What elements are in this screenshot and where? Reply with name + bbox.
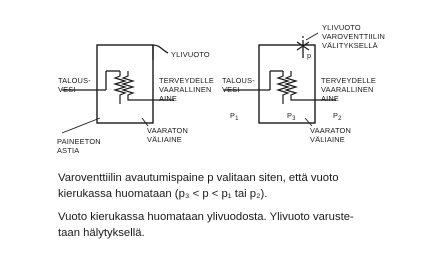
right-water-label-2: VESI xyxy=(222,85,240,94)
right-hazard-coil xyxy=(286,71,315,100)
left-hazard-coil xyxy=(123,71,153,100)
caption-2-line-1: Vuoto kierukassa huomataan ylivuodosta. Ylivuoto varuste- xyxy=(58,211,354,223)
left-hazard-label-2: VAARALLINEN xyxy=(159,85,212,94)
right-water-coil xyxy=(278,71,288,104)
left-overflow-label: YLIVUOTO xyxy=(171,50,210,59)
left-water-label-1: TALOUS- xyxy=(58,76,91,85)
left-vessel-label-1: PAINEETON xyxy=(57,137,101,146)
right-p2-label: $P_2$ xyxy=(333,111,342,122)
caption-1-line-2: kierukassa huomataan (p₃ < p < p₁ tai p₂). xyxy=(58,188,268,200)
left-vessel-label-2: ASTIA xyxy=(57,146,80,155)
caption-1-line-1: Varoventtiilin avautumispaine p valitaan siten, että vuoto xyxy=(58,172,339,184)
right-valve-label-2: VAROVENTTIILIN xyxy=(322,32,386,41)
caption-valve-pressure xyxy=(58,170,388,202)
right-safe-label-2: VÄLIAINE xyxy=(310,135,345,144)
caption-overflow-alarm xyxy=(58,209,388,241)
right-p1-label: $P_1$ xyxy=(230,111,239,122)
right-valve-p-label: p xyxy=(307,51,312,60)
left-safe-label-1: VAARATON xyxy=(147,126,189,135)
right-valve-label-1: YLIVUOTO xyxy=(322,23,361,32)
right-safe-label-1: VAARATON xyxy=(310,126,352,135)
left-hazard-label-3: AINE xyxy=(159,94,178,103)
right-hazard-label-2: VAARALLINEN xyxy=(321,85,374,94)
left-overflow-pipe xyxy=(153,45,168,60)
right-valve-label-3: VÄLITYKSELLÄ xyxy=(322,41,378,50)
caption-2-line-2: taan hälytyksellä. xyxy=(58,227,145,239)
right-safe-pointer xyxy=(305,118,312,126)
right-hazard-label-1: TERVEYDELLE xyxy=(321,76,377,85)
left-hazard-label-1: TERVEYDELLE xyxy=(159,76,215,85)
right-hazard-label-3: AINE xyxy=(321,94,340,103)
left-safe-pointer xyxy=(142,118,148,126)
left-diagram xyxy=(62,45,174,133)
left-safe-label-2: VÄLIAINE xyxy=(147,135,182,144)
right-valve-label-pointer xyxy=(306,33,318,40)
left-water-label-2: VESI xyxy=(58,85,76,94)
right-water-label-1: TALOUS- xyxy=(222,76,255,85)
left-water-coil xyxy=(115,71,125,104)
left-vessel-pointer xyxy=(62,118,100,133)
right-p3-label: $P_3$ xyxy=(287,111,296,122)
